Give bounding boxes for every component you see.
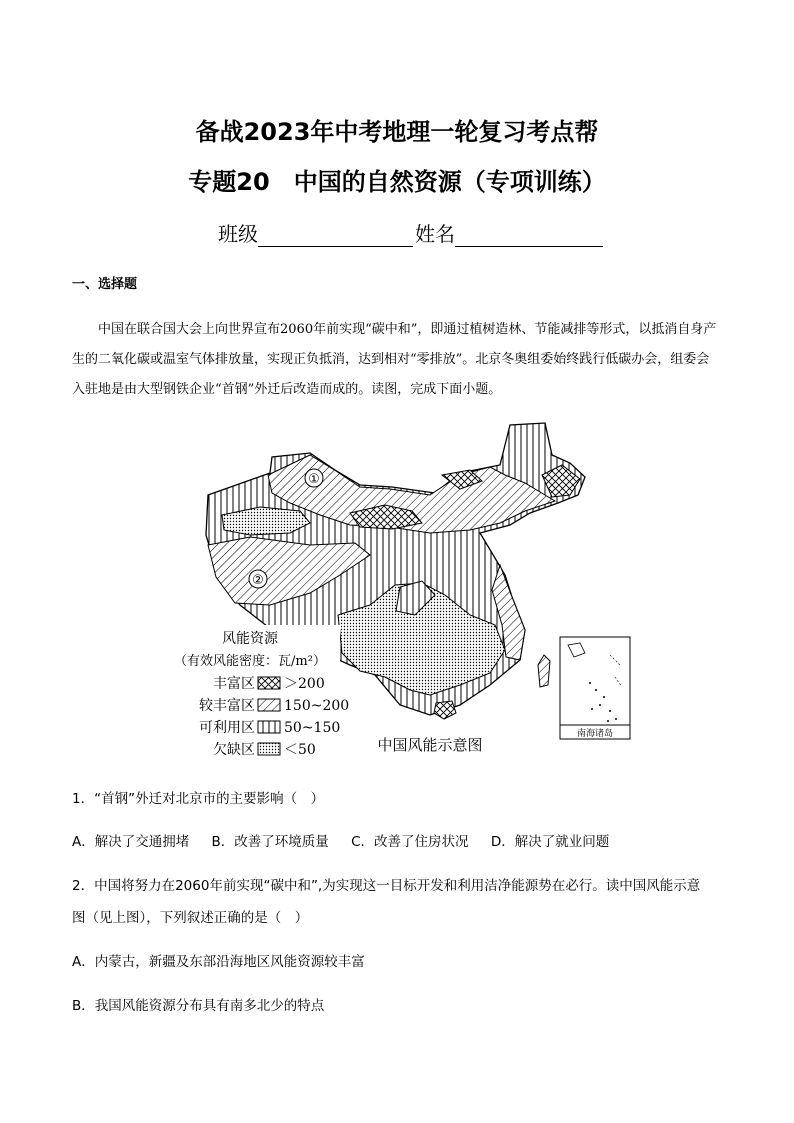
- legend-rich-range: ＞200: [284, 676, 325, 692]
- legend-deficient-label: 欠缺区: [213, 742, 255, 758]
- legend-title: 风能资源: [222, 631, 278, 647]
- svg-text:①: ①: [308, 472, 320, 487]
- legend-rich-label: 丰富区: [213, 676, 255, 692]
- student-info-line: [218, 218, 605, 247]
- legend-deficient-swatch: [258, 743, 280, 755]
- inset-label: 南海诸岛: [576, 729, 614, 739]
- q1-option-a[interactable]: A．解决了交通拥堵: [72, 834, 190, 850]
- document-title: 备战2023年中考地理一轮复习考点帮: [195, 118, 599, 146]
- wind-energy-map: [160, 415, 640, 765]
- q2-option-a[interactable]: A．内蒙古，新疆及东部沿海地区风能资源较丰富: [72, 954, 365, 970]
- map-caption: 中国风能示意图: [377, 736, 483, 754]
- q2-option-b[interactable]: B．我国风能资源分布具有南多北少的特点: [72, 998, 325, 1014]
- legend-fairly-rich-label: 较丰富区: [199, 698, 255, 714]
- legend-usable-range: 50~150: [284, 720, 341, 736]
- marker-2: [249, 570, 267, 588]
- name-label: 姓名: [415, 222, 455, 246]
- legend-fairly-rich-swatch: [258, 699, 280, 711]
- svg-text:②: ②: [252, 573, 264, 588]
- q1-option-d[interactable]: D．解决了就业问题: [490, 834, 610, 850]
- legend-rich-swatch: [258, 677, 280, 689]
- section-heading: 一、选择题: [72, 277, 138, 292]
- q1-option-c[interactable]: C．改善了住房状况: [351, 834, 469, 850]
- legend-deficient-range: ＜50: [284, 742, 316, 758]
- inset-frame: [560, 637, 630, 739]
- question-1-stem: 1．“首钢”外迁对北京市的主要影响（ ）: [72, 791, 325, 807]
- document-subtitle: 专题20 中国的自然资源（专项训练）: [188, 168, 606, 196]
- name-blank[interactable]: [455, 226, 603, 247]
- legend-usable-swatch: [258, 721, 280, 733]
- legend-subtitle: （有效风能密度：瓦/m²）: [174, 654, 326, 669]
- class-label: 班级: [218, 222, 258, 246]
- legend-usable-label: 可利用区: [199, 720, 255, 736]
- map-figure: [160, 415, 640, 765]
- question-2-stem-line1: 2．中国将努力在2060年前实现“碳中和”,为实现这一目标开发和利用洁净能源势在必行。读中国风能示意: [72, 878, 701, 894]
- legend-fairly-rich-range: 150~200: [284, 698, 350, 714]
- reading-passage: 中国在联合国大会上向世界宣布2060年前实现“碳中和”，即通过植树造林、节能减排等形式，以抵消自身产生的二氧化碳或温室气体排放量，实现正负抵消，达到相对“零排放”。北京冬奥组委始终践行低碳办会，组委会入驻地是由大型钢铁企业“首钢”外迁后改造而成的。读图，完成下面小题。: [72, 322, 717, 397]
- question-1-options: [72, 828, 732, 856]
- q1-option-b[interactable]: B．改善了环境质量: [211, 834, 329, 850]
- question-2-stem-line2: 图（见上图），下列叙述正确的是（ ）: [72, 910, 309, 926]
- class-blank[interactable]: [258, 226, 413, 247]
- marker-1: [305, 469, 323, 487]
